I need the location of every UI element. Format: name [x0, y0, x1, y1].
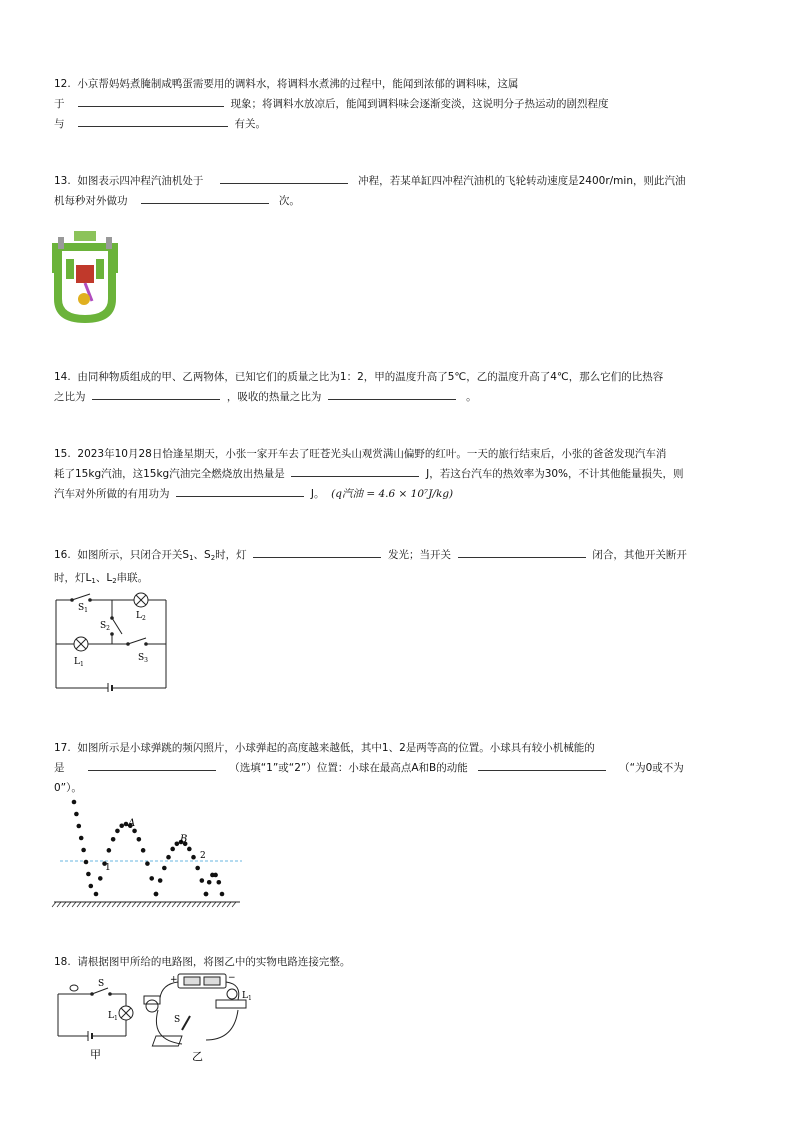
q17-text: 如图所示是小球弹跳的频闪照片，小球弹起的高度越来越低，其中1、2是两等高的位置。小球具有较小机械能的: [77, 742, 595, 754]
label-s: S: [98, 979, 105, 989]
ball-dot: [166, 855, 171, 860]
hatch-line: [77, 902, 81, 907]
answer-blank[interactable]: [176, 484, 304, 497]
hatch-line: [187, 902, 191, 907]
q13-text: 如图表示四冲程汽油机处于: [77, 175, 204, 187]
q12-line3: [54, 114, 744, 134]
hatch-line: [207, 902, 211, 907]
knife-switch: [152, 1036, 182, 1046]
label-yi: 乙: [192, 1050, 203, 1062]
q15-text: 2023年10月28日恰逢星期天，小张一家开车去了旺苍光头山观赏满山偏野的红叶。一天的旅行结束后，小张的爸爸发现汽车消: [77, 448, 667, 460]
ball-dot: [170, 847, 175, 852]
hatch-line: [212, 902, 216, 907]
q13-text: 冲程，若某单缸四冲程汽油机的飞轮转动速度是2400r/min，则此汽油: [358, 175, 686, 187]
hatch-line: [152, 902, 156, 907]
hatch-line: [142, 902, 146, 907]
label-plus: +: [170, 975, 178, 985]
hatch-line: [232, 902, 236, 907]
q15-number: 15.: [54, 448, 71, 460]
ball-dot: [98, 876, 103, 881]
subscript: 2: [210, 554, 216, 562]
ball-dot: [115, 829, 120, 834]
bulb: [227, 989, 237, 999]
q14-text: 。: [466, 391, 477, 403]
ball-dot: [217, 880, 222, 885]
hatch-line: [72, 902, 76, 907]
ball-dot: [149, 876, 154, 881]
crankshaft: [78, 293, 90, 305]
q14-number: 14.: [54, 371, 71, 383]
hatch-line: [107, 902, 111, 907]
valve-spring: [96, 259, 104, 279]
hatch-line: [157, 902, 161, 907]
engine-diagram: [50, 229, 120, 325]
ball-dot: [132, 829, 137, 834]
q16-text: 如图所示，只闭合开关S: [77, 549, 190, 561]
q15-text: 汽车对外所做的有用功为: [54, 488, 170, 500]
q17-text: （“为0或不为: [619, 762, 684, 774]
valve-spring: [66, 259, 74, 279]
answer-blank[interactable]: [220, 171, 348, 184]
question-12: [54, 74, 744, 134]
ball-dot: [84, 860, 89, 865]
q17-text: （选填“1”或“2”）位置：小球在最高点A和B的动能: [229, 762, 468, 774]
answer-blank[interactable]: [78, 94, 224, 107]
answer-blank[interactable]: [478, 758, 606, 771]
q18-text: 请根据图甲所给的电路图，将图乙中的实物电路连接完整。: [77, 956, 351, 968]
hatch-line: [127, 902, 131, 907]
q12-text: 现象；将调料水放凉后，能闻到调料味会逐渐变淡，这说明分子热运动的剧烈程度: [230, 98, 609, 110]
ball-dot: [111, 837, 116, 842]
q12-number: 12.: [54, 78, 71, 90]
q15-text: J，若这台汽车的热效率为30%，不计其他能量损失，则: [426, 468, 684, 480]
ball-dot: [79, 836, 84, 841]
hatch-line: [117, 902, 121, 907]
label-b: B: [180, 834, 188, 845]
ball-dot: [72, 800, 77, 805]
q14-text: 之比为: [54, 391, 86, 403]
subscript: 2: [112, 577, 117, 585]
hatch-line: [102, 902, 106, 907]
q12-text: 于: [54, 98, 65, 110]
hatch-line: [192, 902, 196, 907]
ball-dot: [81, 848, 86, 853]
lamp-holder-l1: [216, 1000, 246, 1008]
question-18: [54, 952, 744, 972]
ball-dot: [119, 823, 124, 828]
ball-dot: [77, 824, 82, 829]
subscript: 1: [189, 554, 194, 562]
hatch-line: [182, 902, 186, 907]
intake-valve: [58, 237, 64, 249]
ball-dot: [175, 841, 180, 846]
ball-dot: [213, 873, 218, 878]
hatch-line: [162, 902, 166, 907]
label-l1: $L_1$: [108, 1011, 118, 1022]
label-s1: $S_1$: [78, 603, 88, 614]
q16-text: 时，灯L: [54, 572, 92, 584]
switch-s2: [112, 618, 122, 634]
label-s3: $S_3$: [138, 653, 148, 664]
ammeter: [146, 1000, 158, 1012]
q15-text: J。: [310, 488, 325, 500]
label-s2: $S_2$: [100, 621, 110, 632]
ball-dot: [141, 848, 146, 853]
subscript: 1: [91, 577, 96, 585]
answer-blank[interactable]: [141, 191, 269, 204]
answer-blank[interactable]: [458, 545, 586, 558]
ball-dot: [207, 880, 212, 885]
ball-dot: [154, 892, 159, 897]
q17-text: 0”）。: [54, 782, 82, 794]
ball-dot: [195, 866, 200, 871]
ball-dot: [86, 872, 91, 877]
ball-dot: [89, 884, 94, 889]
q13-text: 机每秒对外做功: [54, 195, 128, 207]
q14-text: 由同种物质组成的甲、乙两物体，已知它们的质量之比为1：2，甲的温度升高了5℃，乙的温度升高了4℃，那么它们的比热容: [77, 371, 664, 383]
label-position-2: 2: [200, 851, 206, 861]
q13-number: 13.: [54, 175, 71, 187]
ball-dot: [191, 855, 196, 860]
answer-blank[interactable]: [92, 387, 220, 400]
ball-dot: [94, 892, 99, 897]
hatch-line: [87, 902, 91, 907]
ball-dot: [137, 837, 142, 842]
q12-text: 与: [54, 118, 65, 130]
hatch-line: [227, 902, 231, 907]
hatch-line: [177, 902, 181, 907]
q12-text: 小京帮妈妈煮腌制咸鸭蛋需要用的调料水，将调料水煮沸的过程中，能闻到浓郁的调料味，这属: [77, 78, 519, 90]
hatch-line: [147, 902, 151, 907]
q12-line1: [54, 74, 744, 94]
answer-blank[interactable]: [291, 464, 419, 477]
q16-number: 16.: [54, 549, 71, 561]
question-13: [54, 171, 744, 211]
hatch-line: [52, 902, 56, 907]
q16-text: 发光；当开关: [388, 549, 452, 561]
answer-blank[interactable]: [328, 387, 456, 400]
ball-dot: [204, 892, 209, 897]
hatch-line: [82, 902, 86, 907]
physical-circuit-yi: [138, 970, 262, 1062]
hatch-line: [112, 902, 116, 907]
q16-text: 串联。: [116, 572, 149, 584]
fuel-heat-value-formula: (q汽油 = 4.6 × 10⁷J/kg): [331, 488, 454, 500]
switch-s1: [72, 594, 90, 600]
q12-line2: [54, 94, 744, 114]
hatch-line: [172, 902, 176, 907]
answer-blank[interactable]: [78, 114, 228, 127]
question-17: [54, 738, 744, 798]
hatch-line: [122, 902, 126, 907]
spark-plug: [74, 231, 96, 241]
ground-hatching: [52, 902, 236, 907]
bouncing-ball-diagram: [50, 796, 246, 912]
q17-text: 是: [54, 762, 65, 774]
label-position-1: 1: [105, 863, 111, 873]
q14-text: ，吸收的热量之比为: [226, 391, 322, 403]
hatch-line: [217, 902, 221, 907]
ball-dot: [74, 812, 79, 817]
hatch-line: [62, 902, 66, 907]
q18-number: 18.: [54, 956, 71, 968]
switch-s3: [128, 638, 146, 644]
hatch-line: [67, 902, 71, 907]
ball-dot: [220, 892, 225, 897]
hatch-line: [222, 902, 226, 907]
ball-dot: [145, 861, 150, 866]
label-s2: S: [174, 1015, 181, 1025]
ball-trajectory: [72, 800, 225, 897]
q12-text: 有关。: [234, 118, 267, 130]
hatch-line: [92, 902, 96, 907]
q16-text: 闭合，其他开关断开: [592, 549, 687, 561]
label-a: A: [128, 818, 136, 829]
ball-dot: [187, 847, 192, 852]
label-l1: $L_1$: [74, 657, 84, 668]
hatch-line: [197, 902, 201, 907]
q16-text: 、S: [193, 549, 211, 561]
question-16: [54, 545, 744, 591]
label-jia: 甲: [90, 1048, 101, 1061]
q16-text: 时，灯: [215, 549, 247, 561]
circuit-diagram-jia: [52, 976, 142, 1064]
hatch-line: [97, 902, 101, 907]
ball-dot: [200, 878, 205, 883]
label-l2: $L_2$: [136, 611, 146, 622]
ball-dot: [107, 848, 112, 853]
hatch-line: [57, 902, 61, 907]
hatch-line: [202, 902, 206, 907]
question-14: [54, 367, 744, 407]
answer-blank[interactable]: [88, 758, 216, 771]
hatch-line: [137, 902, 141, 907]
circuit-diagram-q16: [50, 588, 174, 692]
answer-blank[interactable]: [253, 545, 381, 558]
label-l1b: $L_1$: [242, 991, 252, 1002]
q13-text: 次。: [278, 195, 300, 207]
ball-dot: [158, 878, 163, 883]
hatch-line: [167, 902, 171, 907]
q17-number: 17.: [54, 742, 71, 754]
piston: [76, 265, 94, 283]
ball-dot: [162, 866, 167, 871]
question-15: [54, 444, 744, 504]
q16-text: 、L: [95, 572, 113, 584]
exhaust-valve: [106, 237, 112, 249]
hatch-line: [132, 902, 136, 907]
label-minus: −: [228, 973, 236, 983]
q15-text: 耗了15kg汽油，这15kg汽油完全燃烧放出热量是: [54, 468, 285, 480]
